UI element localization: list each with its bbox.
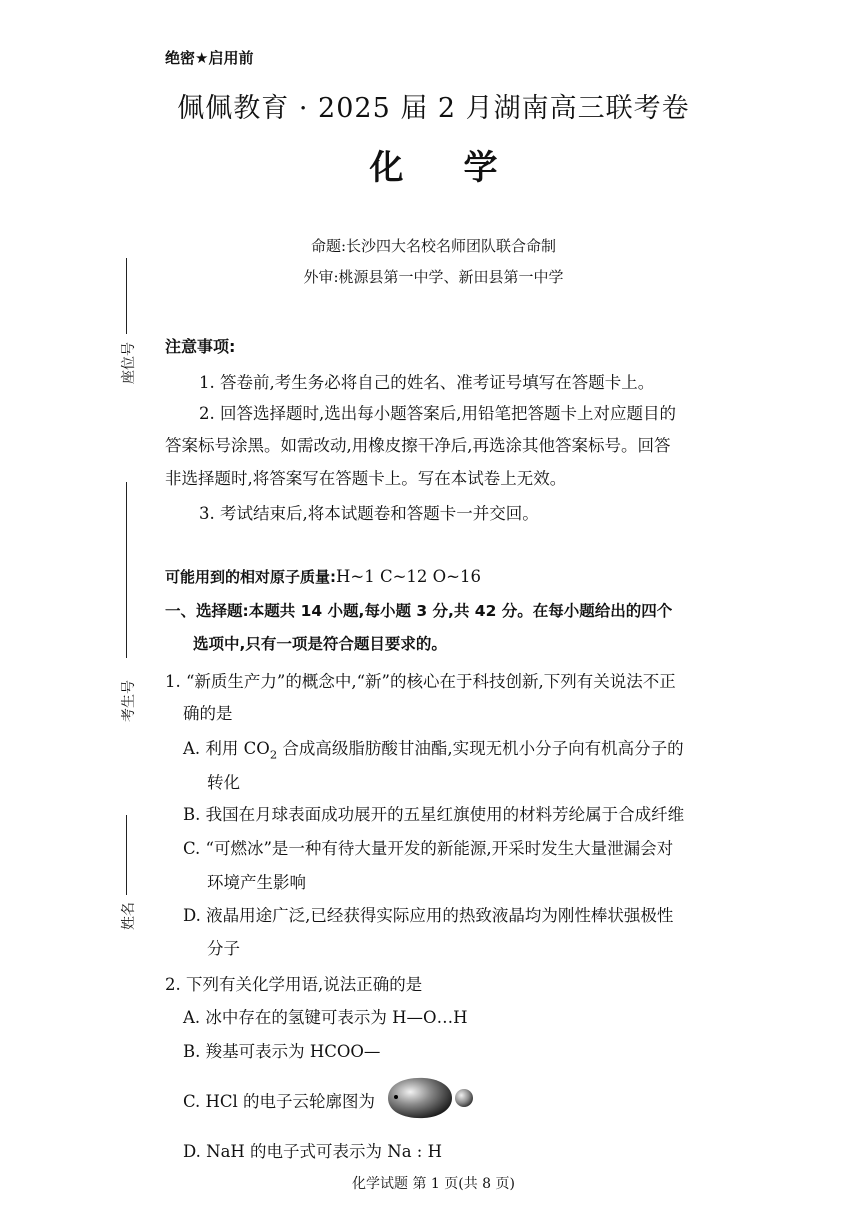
q1-option-a[interactable] (183, 735, 684, 761)
q1-option-c[interactable]: C. “可燃冰”是一种有待大量开发的新能源,开采时发生大量泄漏会对 (183, 839, 674, 858)
q1-option-c-cont: 环境产生影响 (207, 873, 306, 892)
seat-label: 座位号 (121, 342, 137, 384)
question-1-stem-cont: 确的是 (183, 704, 233, 723)
subject-title: 化学 (369, 148, 558, 188)
q1-option-b[interactable]: B. 我国在月球表面成功展开的五星红旗使用的材料芳纶属于合成纤维 (183, 805, 685, 824)
question-1-stem: 1. “新质生产力”的概念中,“新”的核心在于科技创新,下列有关说法不正 (165, 672, 676, 691)
confidential-mark: 绝密★启用前 (165, 49, 254, 67)
hcl-electron-cloud-image (384, 1075, 476, 1121)
reviewers-line: 外审:桃源县第一中学、新田县第一中学 (303, 268, 564, 286)
exam-number-label: 考生号 (121, 680, 137, 722)
exam-title: 佩佩教育 · 2025 届 2 月湖南高三联考卷 (177, 93, 690, 124)
q2-option-a[interactable]: A. 冰中存在的氢键可表示为 H—O…H (183, 1008, 468, 1027)
subscript: 2 (269, 747, 278, 762)
note-item: 非选择题时,将答案写在答题卡上。写在本试卷上无效。 (165, 469, 567, 488)
note-item: 1. 答卷前,考生务必将自己的姓名、准考证号填写在答题卡上。 (199, 373, 655, 392)
name-label: 姓名 (121, 902, 137, 930)
q2-option-c[interactable]: C. HCl 的电子云轮廓图为 (183, 1092, 376, 1111)
authors-line: 命题:长沙四大名校名师团队联合命制 (310, 237, 557, 255)
q1-option-a-text: A. 利用 CO (183, 739, 270, 758)
note-item: 2. 回答选择题时,选出每小题答案后,用铅笔把答题卡上对应题目的 (199, 404, 676, 423)
note-item: 答案标号涂黑。如需改动,用橡皮擦干净后,再选涂其他答案标号。回答 (165, 436, 671, 455)
note-item: 3. 考试结束后,将本试题卷和答题卡一并交回。 (199, 504, 539, 523)
page-footer: 化学试题 第 1 页(共 8 页) (352, 1176, 515, 1192)
seat-line (126, 258, 127, 334)
atomic-mass-label: 可能用到的相对原子质量: (165, 568, 336, 586)
cl-nucleus (394, 1095, 398, 1099)
q1-option-d[interactable]: D. 液晶用途广泛,已经获得实际应用的热致液晶均为刚性棒状强极性 (183, 906, 674, 925)
atomic-mass-line (165, 566, 481, 587)
atomic-mass-values: H~1 C~12 O~16 (336, 567, 481, 586)
q2-option-d[interactable]: D. NaH 的电子式可表示为 Na : H (183, 1142, 442, 1161)
section-heading-cont: 选项中,只有一项是符合题目要求的。 (193, 635, 447, 653)
q2-option-b[interactable]: B. 羧基可表示为 HCOO— (183, 1042, 381, 1061)
h-sphere (455, 1089, 473, 1107)
notes-heading: 注意事项: (165, 337, 236, 356)
q1-option-a-text-cont: 合成高级脂肪酸甘油酯,实现无机小分子向有机高分子的 (277, 739, 684, 758)
q1-option-d-cont: 分子 (207, 939, 240, 958)
name-line (126, 815, 127, 895)
q1-option-a-cont: 转化 (207, 773, 240, 792)
question-2-stem: 2. 下列有关化学用语,说法正确的是 (165, 975, 423, 994)
exam-number-line (126, 482, 127, 658)
section-heading: 一、选择题:本题共 14 小题,每小题 3 分,共 42 分。在每小题给出的四个 (165, 602, 673, 620)
